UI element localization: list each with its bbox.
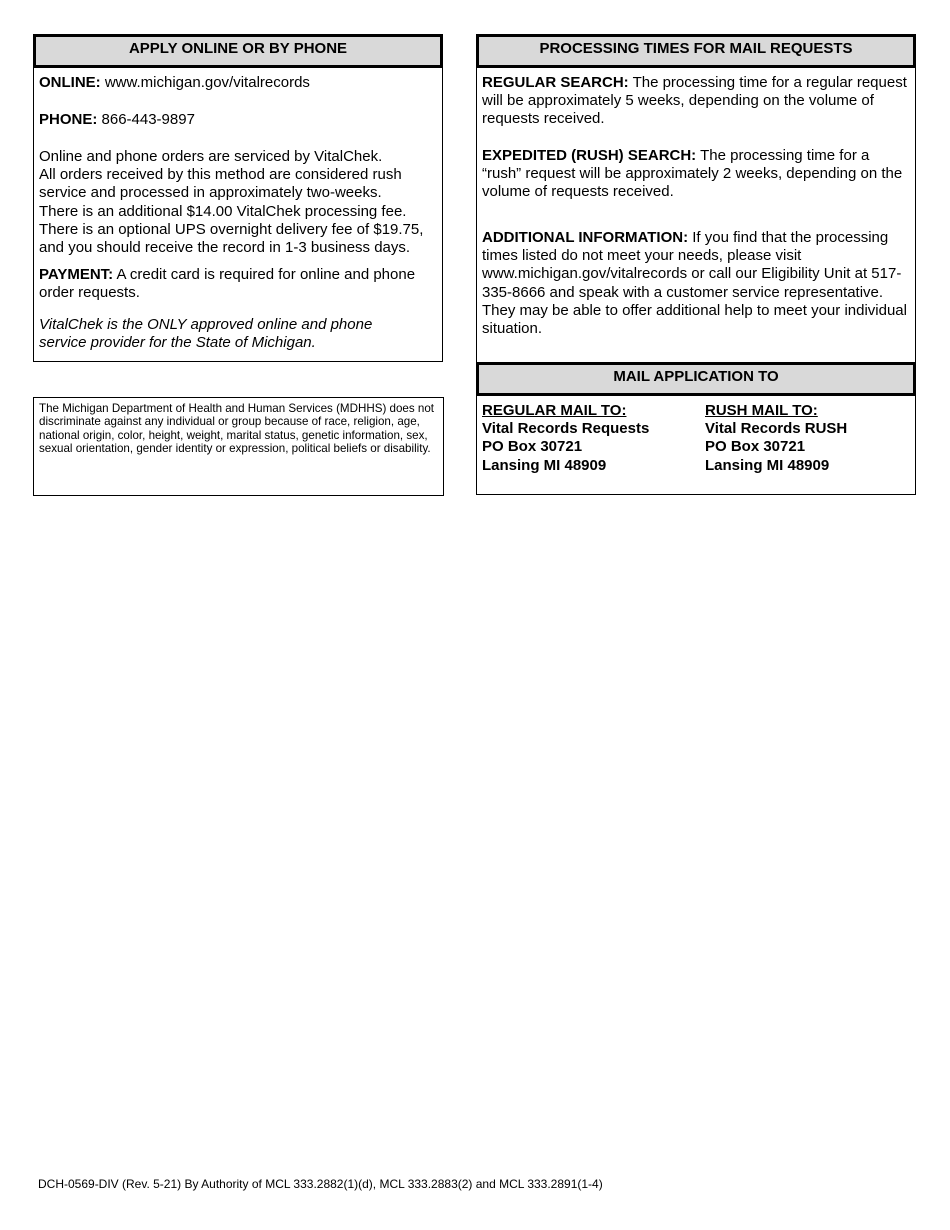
expedited-search-text: The processing time for a “rush” request will be approximately 2 weeks, depending on the volume of requests received.: [482, 147, 903, 201]
address-line: PO Box 30721: [482, 438, 583, 456]
phone-number: 866-443-9897: [97, 111, 195, 128]
regular-mail-address: [482, 402, 697, 475]
regular-mail-title: REGULAR MAIL TO:: [482, 402, 627, 419]
info-line: There is an optional UPS overnight delivery fee of $19.75,: [39, 220, 424, 238]
additional-info-label: ADDITIONAL INFORMATION:: [482, 229, 689, 246]
vitalchek-note: VitalChek is the ONLY approved online and phone service provider for the State of Michigan.: [39, 316, 373, 352]
regular-search-paragraph: [482, 74, 910, 129]
apply-section-header: APPLY ONLINE OR BY PHONE: [33, 34, 443, 68]
form-footer: DCH-0569-DIV (Rev. 5-21) By Authority of MCL 333.2882(1)(d), MCL 333.2883(2) and MCL 333.2891(1-4): [38, 1177, 603, 1191]
info-line: Online and phone orders are serviced by VitalChek.: [39, 148, 383, 165]
address-line: Vital Records RUSH: [705, 420, 848, 438]
payment-paragraph: [39, 266, 439, 302]
info-line: service and processed in approximately two-weeks.: [39, 184, 382, 202]
info-line: There is an additional $14.00 VitalChek processing fee.: [39, 202, 407, 220]
vitalchek-info: [39, 148, 444, 257]
additional-info-paragraph: [482, 229, 912, 338]
mail-section-header: MAIL APPLICATION TO: [476, 362, 916, 396]
payment-text: A credit card is required for online and phone order requests.: [39, 266, 416, 302]
address-line: Lansing MI 48909: [705, 456, 830, 474]
regular-search-label: REGULAR SEARCH:: [482, 74, 629, 91]
expedited-search-paragraph: [482, 147, 910, 202]
address-line: PO Box 30721: [705, 438, 806, 456]
info-line: All orders received by this method are considered rush: [39, 166, 402, 184]
rush-mail-address: [705, 402, 910, 475]
info-line: and you should receive the record in 1-3 business days.: [39, 239, 411, 257]
expedited-search-label: EXPEDITED (RUSH) SEARCH:: [482, 147, 697, 164]
additional-info-text: If you find that the processing times listed do not meet your needs, please visit www.michigan.gov/vitalrecords or call our Eligibility Unit at 517-335-8666 and speak with a customer service representative. They may be able to offer additional help to meet your individual situation.: [482, 229, 907, 338]
payment-label: PAYMENT:: [39, 266, 114, 283]
phone-label: PHONE:: [39, 111, 98, 128]
online-url: www.michigan.gov/vitalrecords: [100, 74, 310, 91]
regular-search-text: The processing time for a regular request will be approximately 5 weeks, depending on the volume of requests received.: [482, 74, 907, 128]
online-line: [39, 74, 439, 92]
nondiscrimination-text: The Michigan Department of Health and Human Services (MDHHS) does not discriminate against any individual or group because of race, religion, age, national origin, color, height, weight, marital status, genetic information, sex, sexual orientation, gender identity or expression, political beliefs or disability.: [39, 402, 435, 456]
processing-section-header: PROCESSING TIMES FOR MAIL REQUESTS: [476, 34, 916, 68]
phone-line: [39, 111, 439, 129]
online-label: ONLINE:: [39, 74, 101, 91]
rush-mail-title: RUSH MAIL TO:: [705, 402, 818, 419]
address-line: Vital Records Requests: [482, 420, 650, 438]
address-line: Lansing MI 48909: [482, 456, 607, 474]
